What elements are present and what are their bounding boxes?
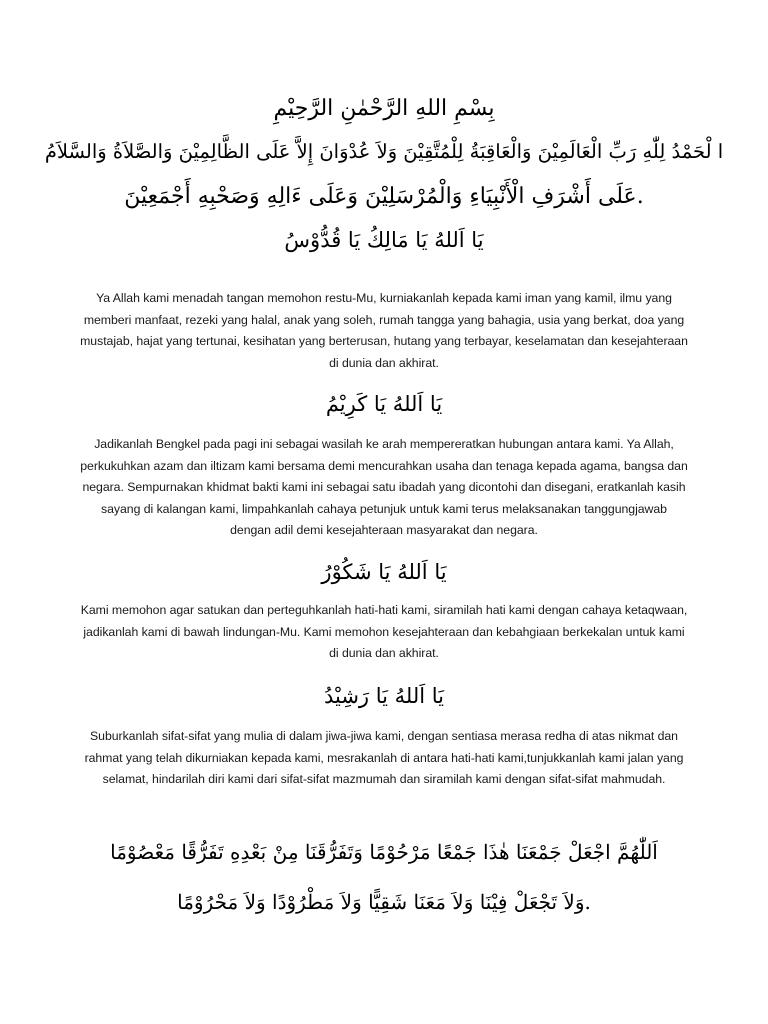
opening-praise-line-2: .عَلَى أَشْرَفِ الْأَنْبِيَاءِ وَالْمُرْسَلِيْنَ وَعَلَى ءَالِهِ وَصَحْبِهِ أَجْمَعِيْنَ <box>124 184 644 209</box>
invocation-1: يَا اَللهُ يَا مَالِكُ يَا قُدُّوْسُ <box>284 228 484 252</box>
prayer-paragraph-1: Ya Allah kami menadah tangan memohon restu-Mu, kurniakanlah kepada kami iman yang kamil, ilmu yang memberi manfaat, rezeki yang halal, anak yang soleh, rumah tangga yang bahagia, usia yang berkat, doa yang mustajab, hajat yang tertunai, kesihatan yang berterusan, hutang yang terbayar, keselamatan dan kesejahteraan di dunia dan akhirat. <box>80 291 688 370</box>
closing-supplication-line-1: اَللّٰهُمَّ اجْعَلْ جَمْعَنَا هٰذَا جَمْعًا مَرْحُوْمًا وَتَفَرُّقَنَا مِنْ بَعْدِهِ تَفَرُّقًا مَعْصُوْمًا <box>110 840 658 864</box>
closing-supplication-line-2: .وَلاَ تَجْعَلْ فِيْنَا وَلاَ مَعَنَا شَقِيًّا وَلاَ مَطْرُوْدًا وَلاَ مَحْرُوْمًا <box>177 890 591 914</box>
bismillah-heading: بِسْمِ اللهِ الرَّحْمٰنِ الرَّحِيْمِ <box>273 96 495 121</box>
invocation-2: يَا اَللهُ يَا كَرِيْمُ <box>325 392 443 416</box>
opening-praise-line-1: ا لْحَمْدُ لِلّٰهِ رَبِّ الْعَالَمِيْنَ وَالْعَاقِبَةُ لِلْمُتَّقِيْنَ وَلاَ عُدْوَانَ إِلاَّ عَلَى الظَّالِمِيْنَ وَالصَّلاَةُ وَالسَّلاَمُ <box>44 140 724 163</box>
prayer-paragraph-4: Suburkanlah sifat-sifat yang mulia di dalam jiwa-jiwa kami, dengan sentiasa merasa redha di atas nikmat dan rahmat yang telah dikurniakan kepada kami, mesrakanlah di antara hati-hati kami,tunjukkanlah kami jalan yang selamat, hindarilah diri kami dari sifat-sifat mazmumah dan siramilah kami dengan sifat-sifat mahmudah. <box>84 729 684 786</box>
prayer-paragraph-3: Kami memohon agar satukan dan perteguhkanlah hati-hati kami, siramilah hati kami dengan cahaya ketaqwaan, jadikanlah kami di bawah lindungan-Mu. Kami memohon kesejahteraan dan kebahgiaan berkekalan untuk kami di dunia dan akhirat. <box>80 603 688 660</box>
invocation-3: يَا اَللهُ يَا شَكُوْرُ <box>321 560 447 584</box>
invocation-4: يَا اَللهُ يَا رَشِيْدُ <box>323 684 445 708</box>
prayer-paragraph-2: Jadikanlah Bengkel pada pagi ini sebagai wasilah ke arah mempereratkan hubungan antara kami. Ya Allah, perkukuhkan azam dan iltizam kami bersama demi mencurahkan usaha dan tenaga kepada agama, bangsa dan negara. Sempurnakan khidmat bakti kami ini sebagai satu ibadah yang dicontohi dan disegani, eratkanlah kasih sayang di kalangan kami, limpahkanlah cahaya petunjuk untuk kami terus melaksanakan tanggungjawab dengan adil demi kesejahteraan masyarakat dan negara. <box>80 437 688 537</box>
